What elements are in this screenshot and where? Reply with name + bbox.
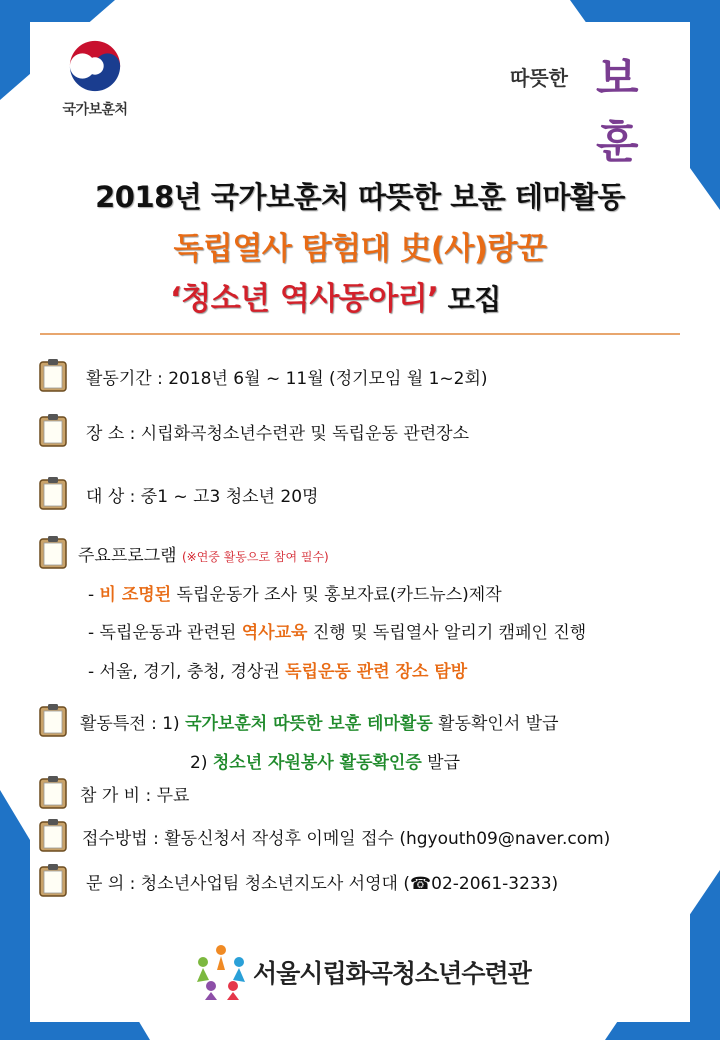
clipboard-icon (38, 413, 68, 447)
taegeuk-emblem-icon (66, 37, 124, 95)
benefit1-highlight: 국가보훈처 따뜻한 보훈 테마활동 (185, 714, 433, 734)
title-line-3 (170, 273, 650, 318)
clipboard-icon (38, 535, 68, 569)
program-note: (※연중 활동으로 참여 필수) (181, 550, 329, 564)
program-item-3 (88, 657, 467, 682)
title-recruit: 모집 (438, 283, 501, 316)
benefit-line-2 (190, 748, 460, 773)
title-line-1: 2018년 국가보훈처 따뜻한 보훈 테마활동 (95, 180, 625, 214)
clipboard-icon (38, 476, 68, 510)
benefit-line-1 (80, 709, 559, 734)
program2-text: 진행 및 독립열사 알리기 캠페인 진행 (307, 623, 587, 643)
clipboard-icon (38, 775, 68, 809)
benefit-label: 활동특전 : 1) (80, 714, 186, 734)
program-item-1 (88, 580, 502, 605)
clipboard-icon (38, 818, 68, 852)
benefit2-prefix: 2) (190, 753, 213, 773)
program1-prefix: - (88, 585, 100, 605)
clipboard-icon (38, 703, 68, 737)
center-name: 서울시립화곡청소년수련관 (253, 959, 531, 988)
benefit2-highlight: 청소년 자원봉사 활동확인증 (212, 753, 422, 773)
program2-prefix: - 독립운동과 관련된 (88, 623, 242, 643)
contact-text: 문 의 : 청소년사업팀 청소년지도사 서영대 (☎02-2061-3233) (86, 874, 559, 894)
apply-text: 접수방법 : 활동신청서 작성후 이메일 접수 (hgyouth09@naver.com) (82, 829, 611, 849)
title-club-name: ‘청소년 역사동아리’ (170, 281, 439, 317)
benefit1-text: 활동확인서 발급 (432, 714, 559, 734)
clipboard-icon (38, 358, 68, 392)
program3-highlight: 독립운동 관련 장소 탐방 (285, 662, 468, 682)
place-text: 장 소 : 시립화곡청소년수련관 및 독립운동 관련장소 (86, 424, 470, 444)
center-logo (183, 936, 533, 1008)
program3-prefix: - 서울, 경기, 충청, 경상권 (88, 662, 286, 682)
slogan-small: 따뜻한 (510, 66, 568, 90)
benefit2-text: 발급 (421, 753, 461, 773)
clipboard-icon (38, 863, 68, 897)
target-text: 대 상 : 중1 ~ 고3 청소년 20명 (86, 487, 319, 507)
program1-text: 독립운동가 조사 및 홍보자료(카드뉴스)제작 (171, 585, 502, 605)
program-label (78, 541, 329, 566)
warm-bohun-logo (510, 42, 680, 168)
title-divider (40, 333, 680, 335)
slogan-big: 보훈 (596, 53, 639, 168)
period-text: 활동기간 : 2018년 6월 ~ 11월 (정기모임 월 1~2회) (86, 369, 488, 389)
title-line-2: 독립열사 탐험대 史(사)랑꾼 (173, 231, 547, 267)
program-label-text: 주요프로그램 (78, 546, 177, 566)
program2-highlight: 역사교육 (241, 623, 308, 643)
people-logo-icon (191, 940, 251, 1002)
org-name: 국가보훈처 (62, 102, 128, 118)
program1-highlight: 비 조명된 (99, 585, 172, 605)
program-item-2 (88, 618, 586, 643)
fee-text: 참 가 비 : 무료 (80, 786, 190, 806)
